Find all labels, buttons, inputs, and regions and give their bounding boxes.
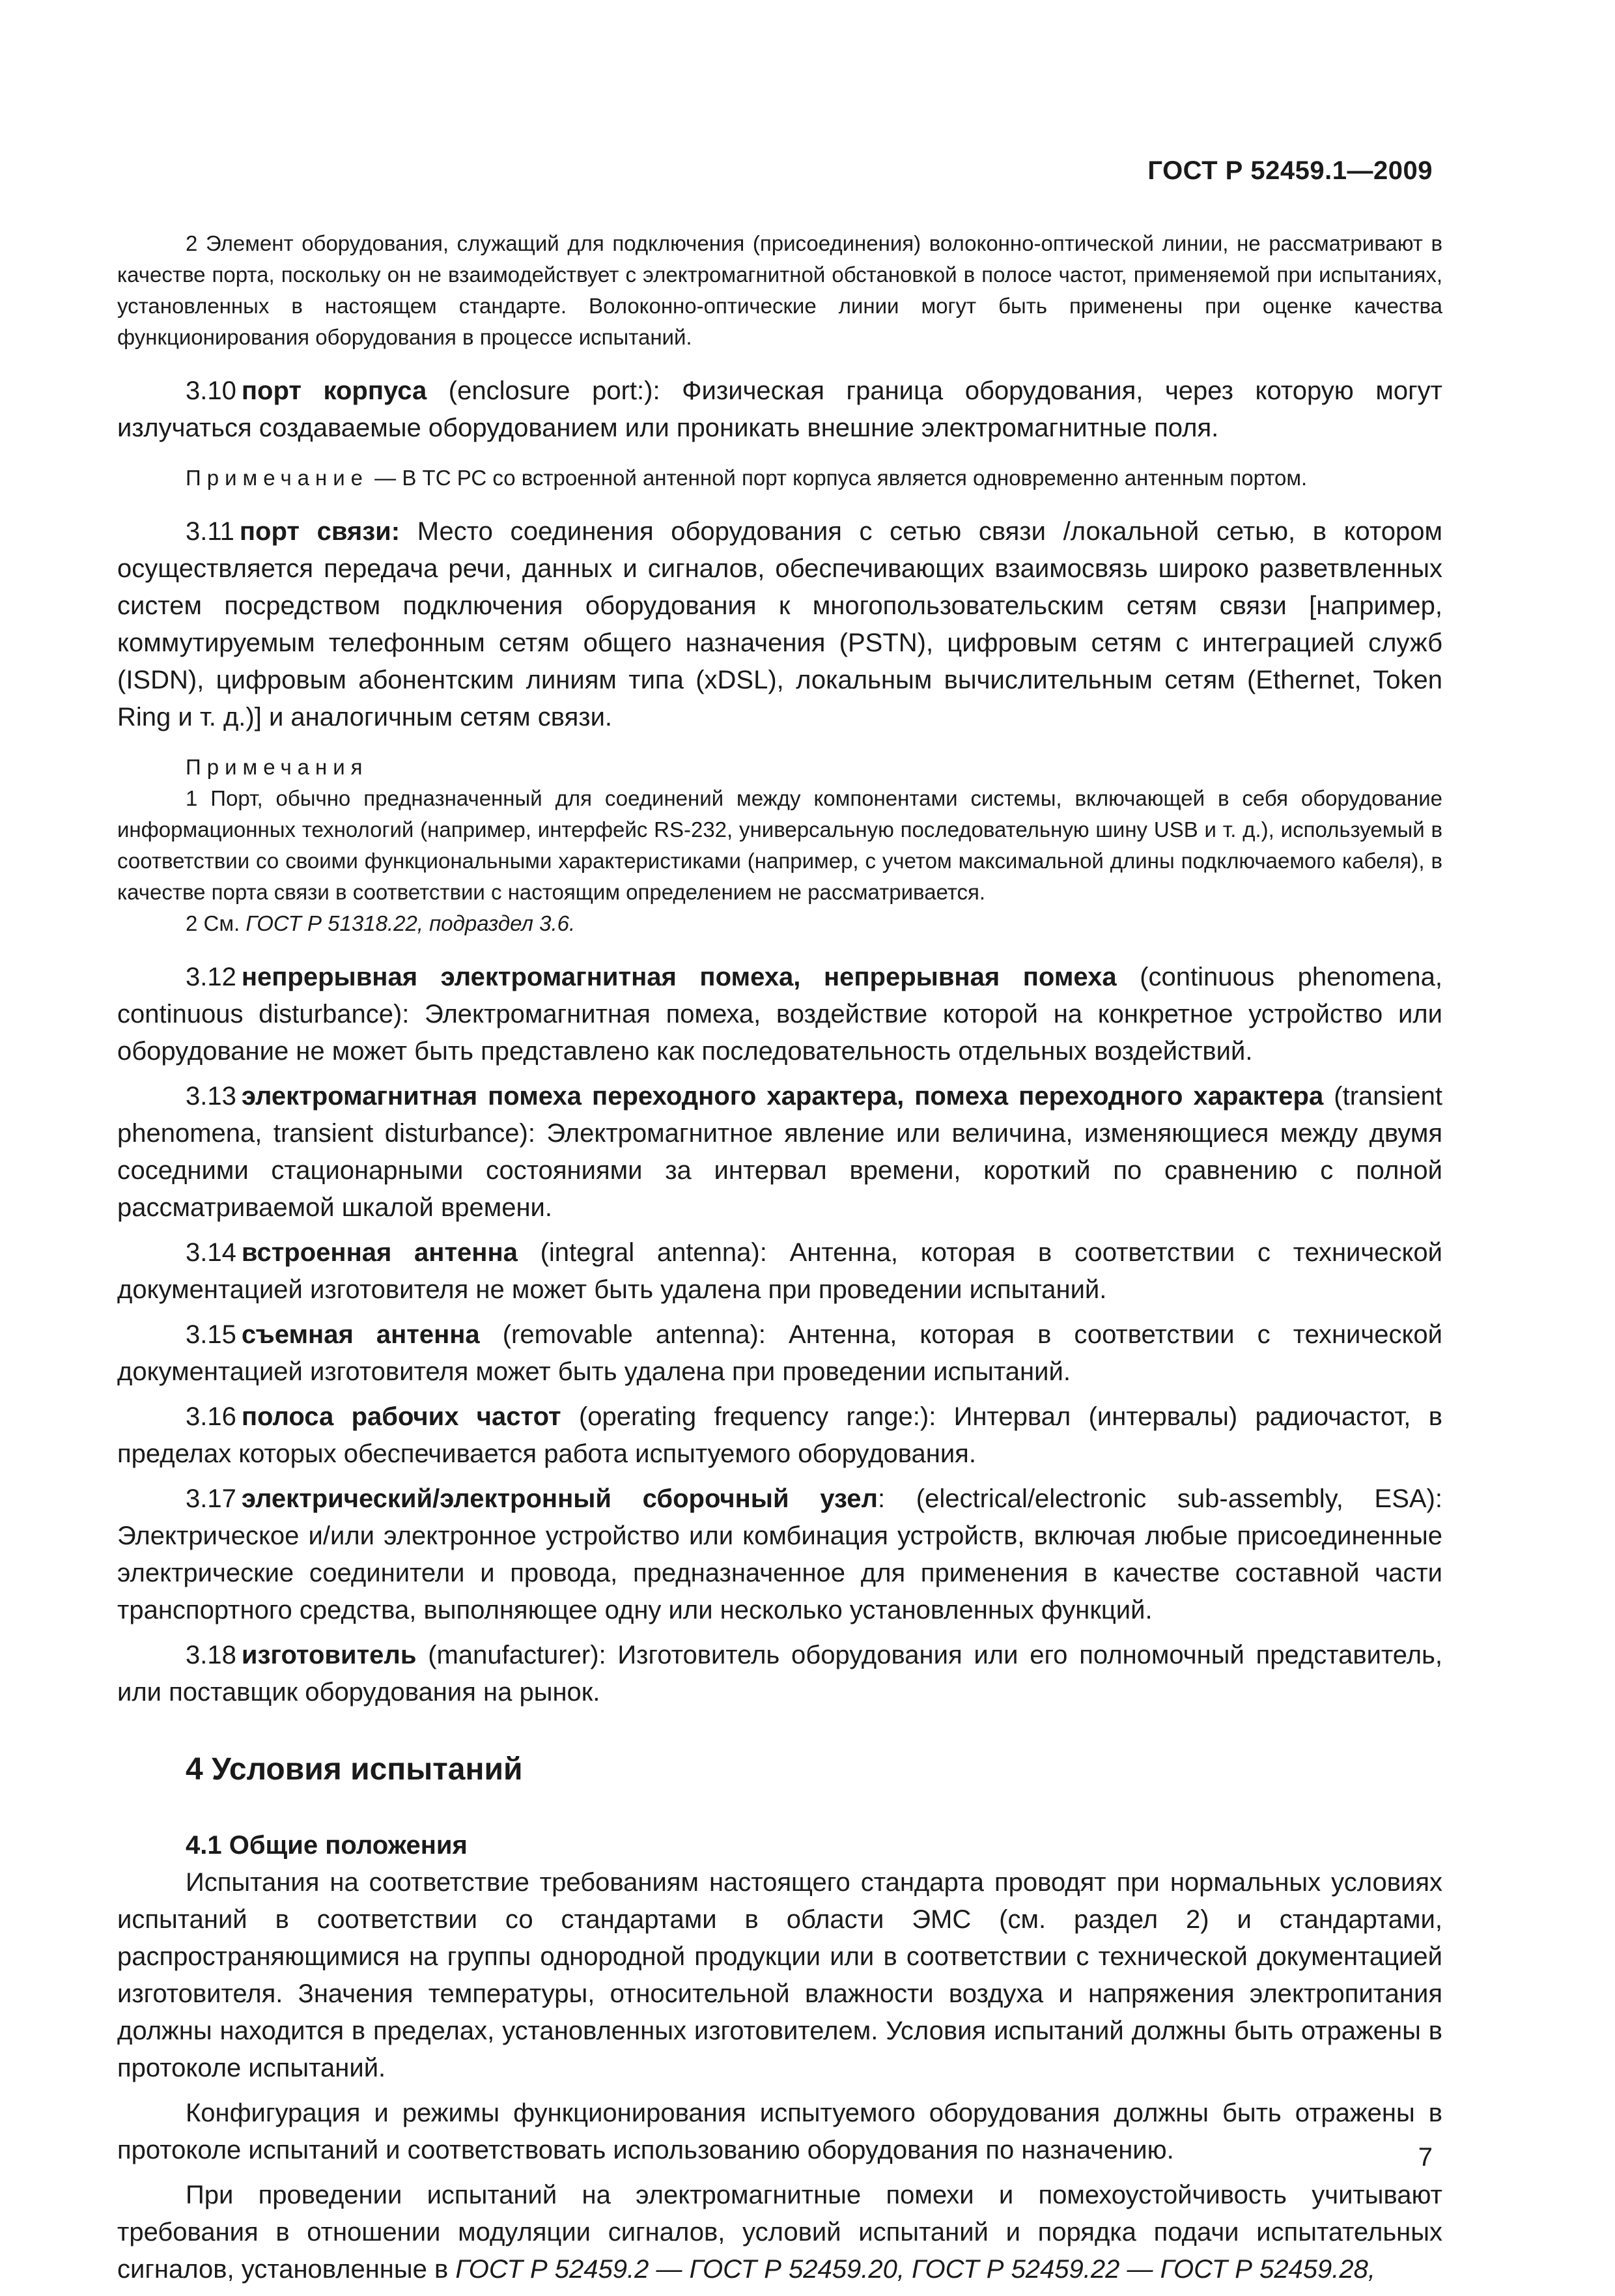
standard-references: ГОСТ Р 52459.2 — ГОСТ Р 52459.20, ГОСТ Р 52459.22 — ГОСТ Р 52459.28,	[455, 2255, 1376, 2284]
document-body	[117, 228, 1442, 2296]
section-title: 4 Условия испытаний	[186, 1752, 523, 1787]
note-item-1: 1 Порт, обычно предназначенный для соединений между компонентами системы, включающей в себя оборудование информационных технологий (например, интерфейс RS-232, универсальную последовательную шину USB и т. д.), используемый в соответствии со своими функциональными характеристиками (например, с учетом максимальной длины подключаемого кабеля), в качестве порта связи в соответствии с настоящим определением не рассматривается.	[117, 786, 1442, 904]
definition-text: (continuous phenomena, continuous disturbance): Электромагнитная помеха, воздействие которой на конкретное устройство или оборудование не может быть представлено как последовательность отдельных воздействий.	[117, 963, 1442, 1066]
definition-text: (integral antenna): Антенна, которая в соответствии с технической документацией изготовителя не может быть удалена при проведении испытаний.	[117, 1238, 1443, 1304]
definition-text: Место соединения оборудования с сетью связи /локальной сетью, в котором осуществляется передача речи, данных и сигналов, обеспечивающих взаимосвязь широко разветвленных систем посредством подключения оборудования к многопользовательским сетям связи [например, коммутируемым телефонным сетям общего назначения (PSTN), цифровым сетям с интеграцией служб (ISDN), цифровым абонентским линиям типа (xDSL), локальным вычислительным сетям (Ethernet, Token Ring и т. д.)] и аналогичным сетям связи.	[117, 517, 1442, 731]
definition-3-18	[117, 1637, 1442, 1711]
paragraph-general-3	[117, 2177, 1442, 2288]
paragraph-text: При проведении испытаний на электромагнитные помехи и помехоустойчивость учитывают требования в отношении модуляции сигналов, условий испытаний и порядка подачи испытательных сигналов, установленные в	[117, 2181, 1442, 2284]
definition-term: электрический/электронный сборочный узел	[241, 1484, 878, 1513]
definition-3-17	[117, 1481, 1442, 1629]
definition-term: порт связи:	[239, 517, 400, 546]
subsection-title: 4.1 Общие положения	[186, 1831, 468, 1860]
definition-term: непрерывная электромагнитная помеха, непрерывная помеха	[241, 963, 1117, 991]
definition-number: 3.14	[186, 1238, 236, 1267]
definition-term: электромагнитная помеха переходного характера, помеха переходного характера	[241, 1082, 1324, 1111]
definition-3-10	[117, 373, 1442, 447]
definition-number: 3.17	[186, 1484, 236, 1513]
definition-term: съемная антенна	[241, 1320, 480, 1349]
definition-term: порт корпуса	[241, 376, 427, 405]
definition-term: полоса рабочих частот	[241, 1402, 561, 1431]
notes-heading: Примечания	[186, 755, 369, 779]
definition-number: 3.13	[186, 1082, 236, 1111]
note-text: — В ТС РС со встроенной антенной порт корпуса является одновременно антенным портом.	[369, 466, 1308, 490]
document-header: ГОСТ Р 52459.1—2009	[1147, 156, 1433, 185]
definition-term: встроенная антенна	[241, 1238, 518, 1267]
definition-text: (operating frequency range:): Интервал (интервалы) радиочастот, в пределах которых обеспечивается работа испытуемого оборудования.	[117, 1402, 1442, 1468]
paragraph-general-2: Конфигурация и режимы функционирования испытуемого оборудования должны быть отражены в протоколе испытаний и соответствовать использованию оборудования по назначению.	[117, 2099, 1442, 2164]
definition-number: 3.16	[186, 1402, 236, 1431]
note-item-2-prefix: 2 См.	[186, 911, 246, 935]
definition-3-13	[117, 1078, 1442, 1226]
note-item-2	[117, 908, 1442, 939]
definition-number: 3.10	[186, 376, 236, 405]
definition-number: 3.11	[186, 517, 234, 546]
definition-term: изготовитель	[241, 1641, 417, 1669]
note-fiber-optic: 2 Элемент оборудования, служащий для подключения (присоединения) волоконно-оптической линии, не рассматривают в качестве порта, поскольку он не взаимодействует с электромагнитной обстановкой в полосе частот, применяемой при испытаниях, установленных в настоящем стандарте. Волоконно-оптические линии могут быть применены при оценке качества функционирования оборудования в процессе испытаний.	[117, 231, 1442, 349]
note-3-10	[117, 462, 1442, 494]
definition-3-16	[117, 1398, 1442, 1473]
paragraph-general-1: Испытания на соответствие требованиям настоящего стандарта проводят при нормальных условиях испытаний в соответствии со стандартами в области ЭМС (см. раздел 2) и стандартами, распространяющимися на группы однородной продукции или в соответствии с технической документацией изготовителя. Значения температуры, относительной влажности воздуха и напряжения электропитания должны находится в пределах, установленных изготовителем. Условия испытаний должны быть отражены в протоколе испытаний.	[117, 1868, 1442, 2082]
note-label: Примечание	[186, 466, 369, 490]
definition-3-14	[117, 1234, 1442, 1309]
definition-number: 3.12	[186, 963, 236, 991]
definition-number: 3.18	[186, 1641, 236, 1669]
definition-text: (manufacturer): Изготовитель оборудования или его полномочный представитель, или поставщик оборудования на рынок.	[117, 1641, 1442, 1707]
definition-3-15	[117, 1316, 1442, 1391]
definition-text: (removable antenna): Антенна, которая в соответствии с технической документацией изготовителя может быть удалена при проведении испытаний.	[117, 1320, 1443, 1386]
definition-text: (transient phenomena, transient disturbance): Электромагнитное явление или величина, изменяющиеся между двумя соседними стационарными состояниями за интервал времени, короткий по сравнению с полной рассматриваемой шкалой времени.	[117, 1082, 1442, 1222]
definition-text: (enclosure port:): Физическая граница оборудования, через которую могут излучаться создаваемые оборудованием или проникать внешние электромагнитные поля.	[117, 376, 1442, 442]
definition-3-12	[117, 959, 1442, 1070]
definition-3-11	[117, 513, 1442, 736]
note-item-2-reference: ГОСТ Р 51318.22, подраздел 3.6.	[246, 911, 576, 935]
page-number: 7	[1418, 2143, 1433, 2172]
definition-number: 3.15	[186, 1320, 236, 1349]
definition-text: : (electrical/electronic sub-assembly, ESA): Электрическое и/или электронное устройство или комбинация устройств, включая любые присоединенные электрические соединители и провода, предназначенное для применения в качестве составной части транспортного средства, выполняющее одну или несколько установленных функций.	[117, 1484, 1442, 1624]
